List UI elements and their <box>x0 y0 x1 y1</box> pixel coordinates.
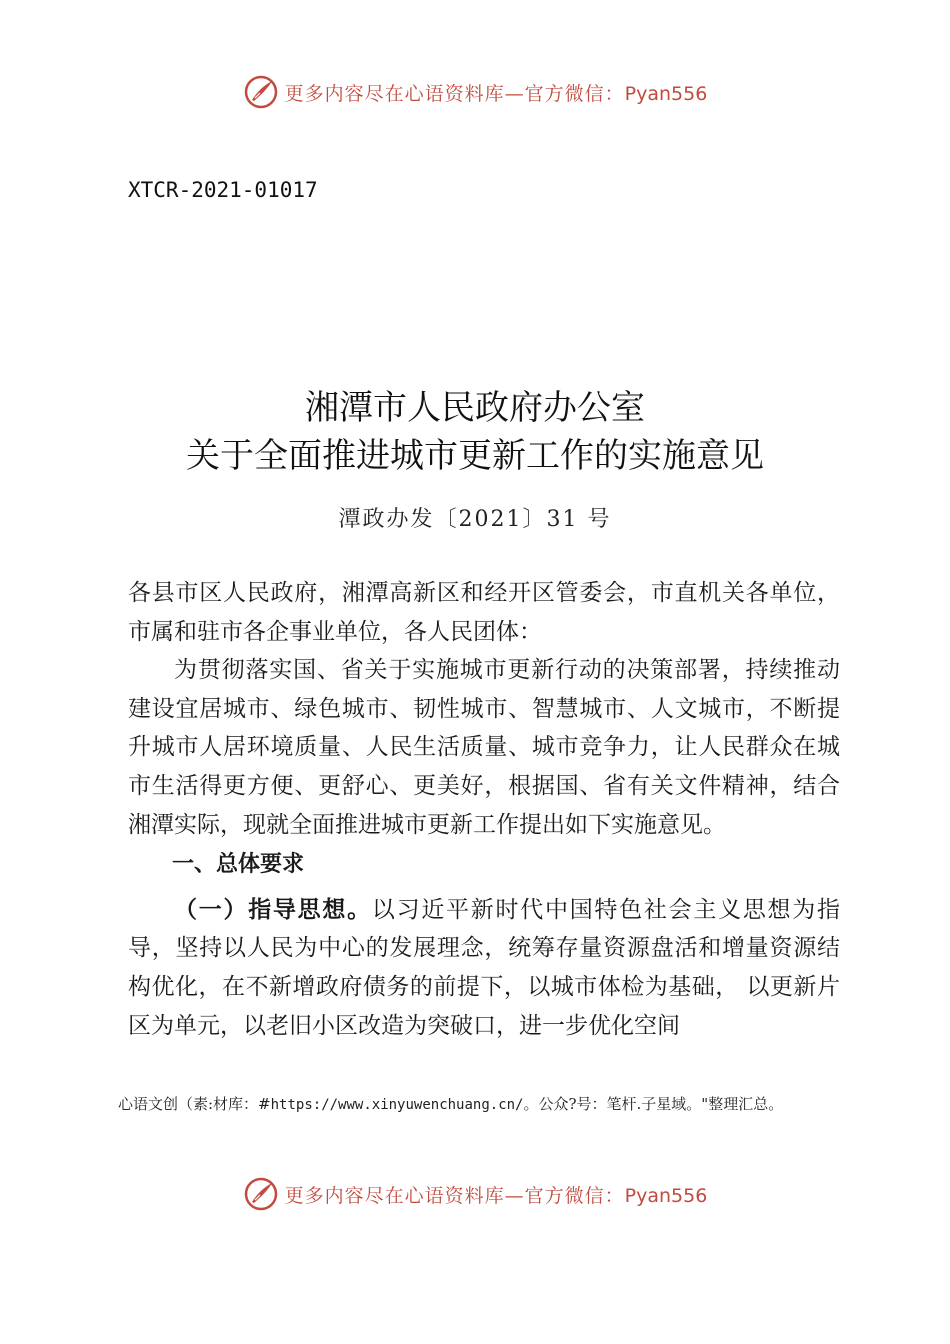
guide-text: 以习近平新时代中国特色社会主义思想为指导，坚持以人民为中心的发展理念，统筹存量资源盘活和增量资源结构优化，在不新增政府债务的前提下，以城市体检为基础， 以更新片区为单元，以老旧小区改造为突破口，进一步优化空间 <box>128 896 841 1039</box>
document-number: XTCR-2021-01017 <box>128 178 318 202</box>
footer-banner <box>0 1172 950 1216</box>
document-body <box>128 574 840 1045</box>
document-reference: 潭政办发〔2021〕31 号 <box>338 507 612 532</box>
intro-paragraph: 为贯彻落实国、省关于实施城市更新行动的决策部署，持续推动建设宜居城市、绿色城市、韧性城市、智慧城市、人文城市，不断提升城市人居环境质量、人民生活质量、城市竞争力，让人民群众在城市生活得更方便、更舒心、更美好，根据国、省有关文件精神，结合湘潭实际，现就全面推进城市更新工作提出如下实施意见。 <box>128 657 840 838</box>
guide-lead: （一）指导思想。 <box>174 896 372 923</box>
banner-text: 更多内容尽在心语资料库—官方微信：Pyan556 <box>284 82 708 105</box>
title-line-1: 湘潭市人民政府办公室 <box>305 388 645 428</box>
banner-wechat-id: Pyan556 <box>624 1184 708 1207</box>
guiding-principles-paragraph <box>128 891 840 1045</box>
title-line-2: 关于全面推进城市更新工作的实施意见 <box>186 436 764 476</box>
header-banner <box>0 70 950 114</box>
footer-url: https://www.xinyuwenchuang.cn/ <box>270 1097 524 1113</box>
banner-text: 更多内容尽在心语资料库—官方微信：Pyan556 <box>284 1184 708 1207</box>
banner-wechat-id: Pyan556 <box>624 82 708 105</box>
section-heading: 一、总体要求 <box>172 852 305 878</box>
footer-note: 心语文创（素:材库：#https://www.xinyuwenchuang.cn/。公众?号：笔杆.子星域。"整理汇总。 <box>118 1095 784 1113</box>
addressees: 各县市区人民政府，湘潭高新区和经开区管委会，市直机关各单位，市属和驻市各企事业单位，各人民团体： <box>128 580 840 645</box>
quill-pen-logo-icon <box>243 74 279 110</box>
quill-pen-logo-icon <box>243 1176 279 1212</box>
